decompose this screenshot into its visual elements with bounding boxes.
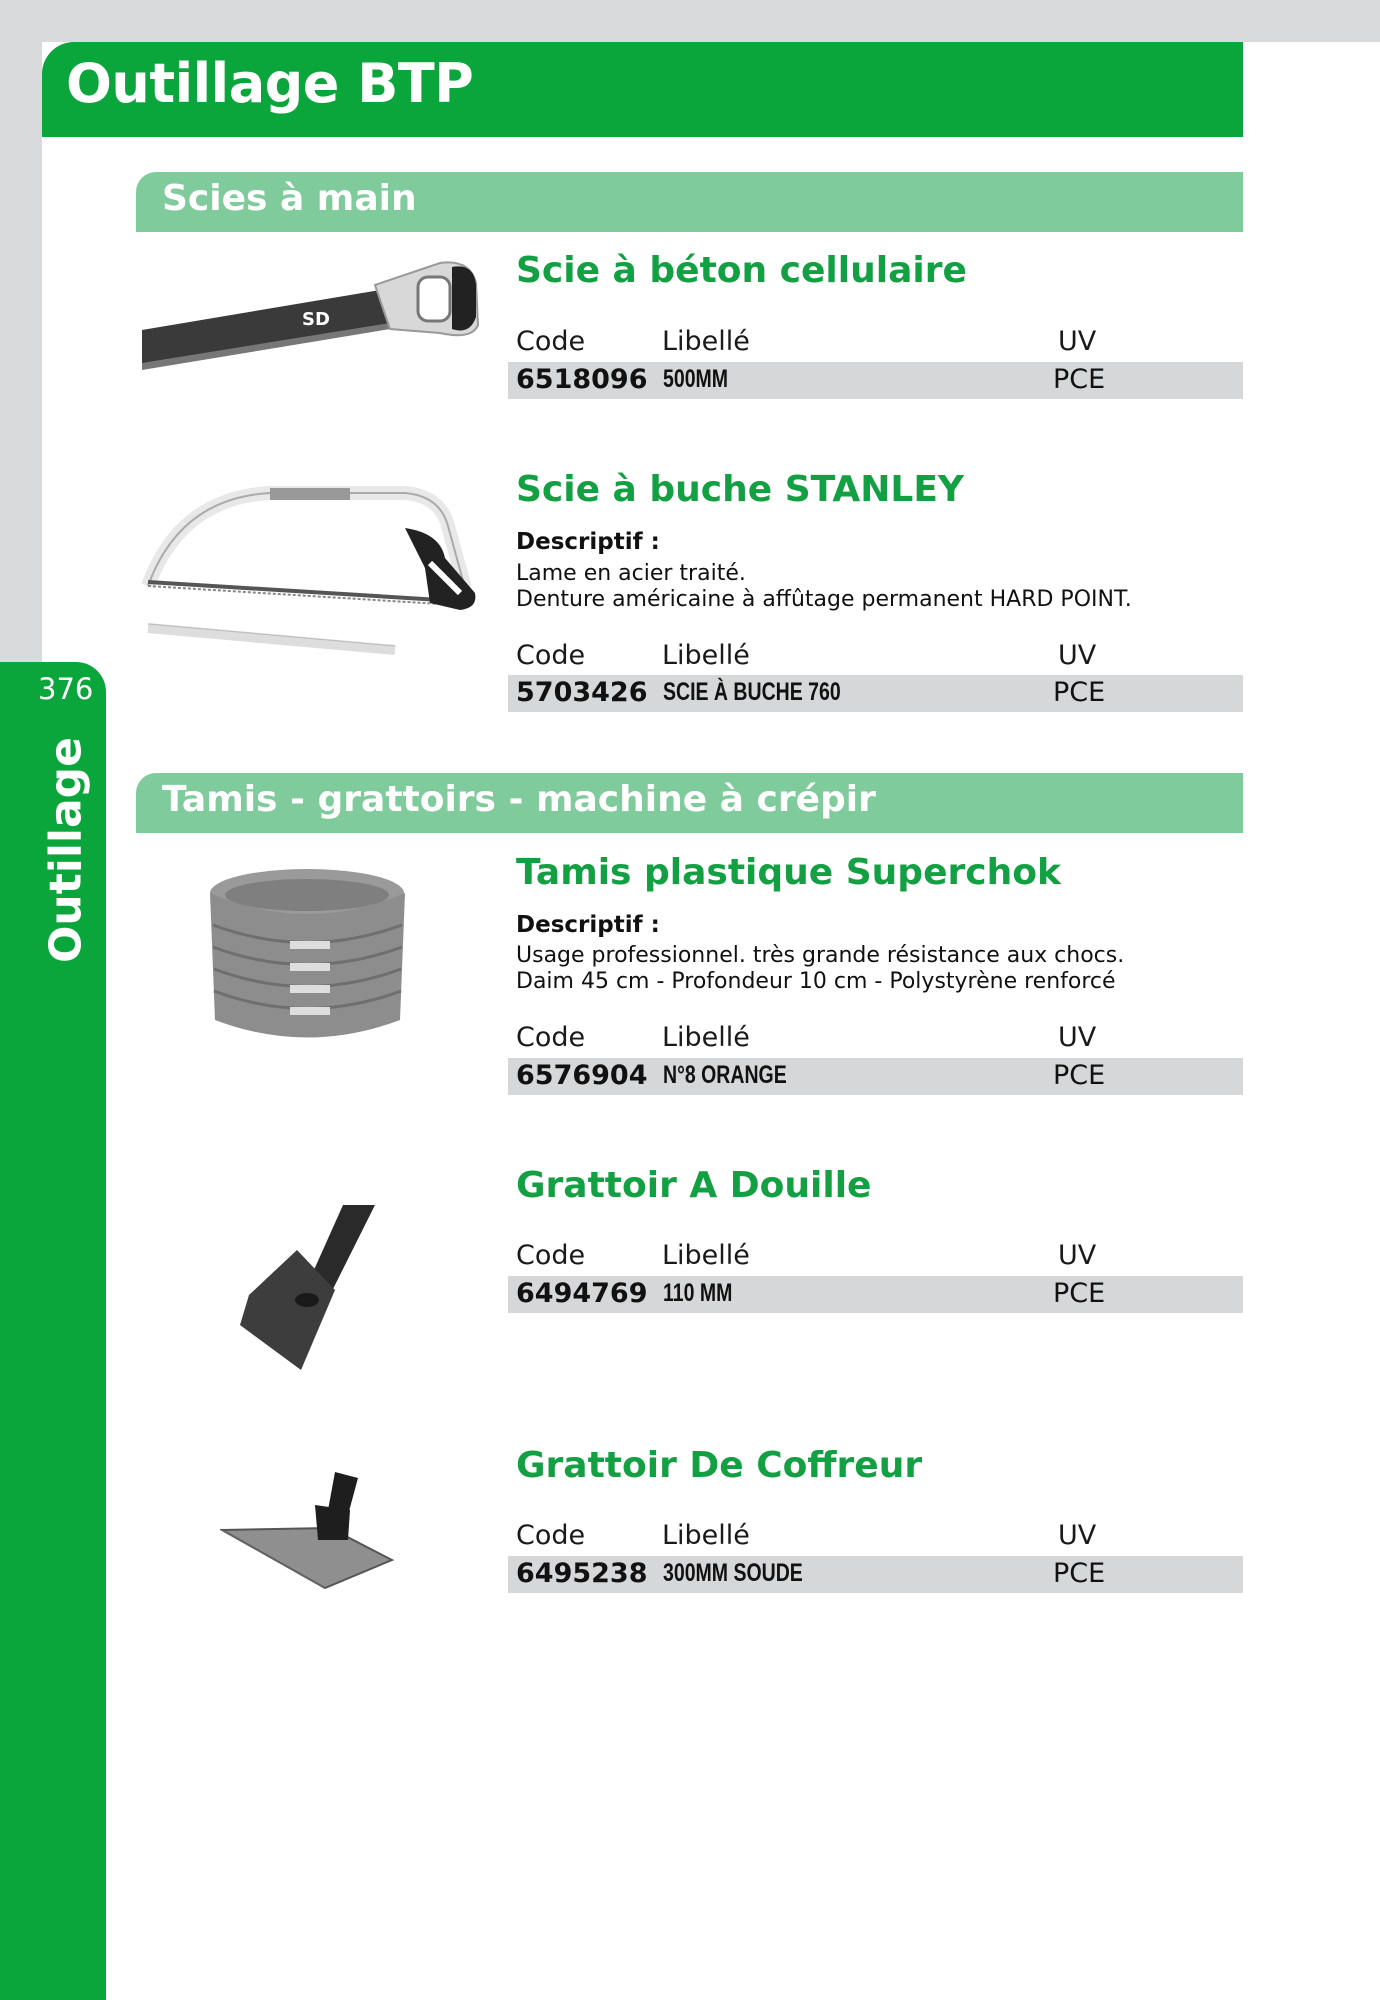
page-number: 376: [38, 672, 94, 706]
sidebar-label: Outillage: [40, 736, 92, 964]
section-header: [136, 172, 1243, 232]
product-libelle: N°8 ORANGE: [663, 1061, 787, 1089]
product-libelle: 110 MM: [663, 1279, 733, 1307]
section-title: Scies à main: [162, 178, 417, 219]
product-title: Scie à buche STANLEY: [516, 469, 964, 510]
product-uv: PCE: [1053, 1558, 1106, 1589]
top-margin-strip: [0, 0, 1380, 42]
product-uv: PCE: [1053, 677, 1106, 708]
description-line: Denture américaine à affûtage permanent HARD POINT.: [516, 587, 1132, 612]
product-code: 5703426: [516, 677, 648, 708]
code-header: Code: [516, 326, 586, 357]
uv-header: UV: [1058, 1520, 1097, 1551]
section-title: Tamis - grattoirs - machine à crépir: [162, 779, 876, 820]
uv-header: UV: [1058, 326, 1097, 357]
product-uv: PCE: [1053, 364, 1106, 395]
code-header: Code: [516, 1240, 586, 1271]
description-line: Usage professionnel. très grande résistance aux chocs.: [516, 943, 1125, 968]
left-margin-strip: [0, 0, 42, 680]
code-header: Code: [516, 640, 586, 671]
product-title: Tamis plastique Superchok: [516, 852, 1061, 893]
code-header: Code: [516, 1022, 586, 1053]
concrete-saw-image: [140, 255, 480, 375]
product-libelle: SCIE À BUCHE 760: [663, 678, 841, 706]
product-code: 6495238: [516, 1558, 648, 1589]
formwork-scraper-image: [220, 1470, 395, 1595]
description-label: Descriptif :: [516, 529, 660, 555]
plastic-sieve-image: [205, 865, 415, 1060]
section-header: [136, 773, 1243, 833]
uv-header: UV: [1058, 1022, 1097, 1053]
libelle-header: Libellé: [662, 326, 750, 357]
product-libelle: 500MM: [663, 365, 729, 393]
product-code: 6494769: [516, 1278, 648, 1309]
product-libelle: 300MM SOUDE: [663, 1559, 803, 1587]
product-title: Scie à béton cellulaire: [516, 250, 967, 291]
product-title: Grattoir A Douille: [516, 1165, 872, 1206]
product-uv: PCE: [1053, 1278, 1106, 1309]
page-title: Outillage BTP: [66, 52, 474, 115]
libelle-header: Libellé: [662, 1022, 750, 1053]
product-uv: PCE: [1053, 1060, 1106, 1091]
description-line: Lame en acier traité.: [516, 561, 746, 586]
uv-header: UV: [1058, 640, 1097, 671]
product-code: 6576904: [516, 1060, 648, 1091]
product-title: Grattoir De Coffreur: [516, 1445, 923, 1486]
libelle-header: Libellé: [662, 1240, 750, 1271]
description-label: Descriptif :: [516, 912, 660, 938]
libelle-header: Libellé: [662, 1520, 750, 1551]
description-line: Daim 45 cm - Profondeur 10 cm - Polystyrène renforcé: [516, 969, 1116, 994]
bow-saw-image: [140, 478, 480, 668]
product-code: 6518096: [516, 364, 648, 395]
libelle-header: Libellé: [662, 640, 750, 671]
svg-text:SD: SD: [302, 309, 330, 330]
uv-header: UV: [1058, 1240, 1097, 1271]
socket-scraper-image: [235, 1195, 385, 1370]
code-header: Code: [516, 1520, 586, 1551]
